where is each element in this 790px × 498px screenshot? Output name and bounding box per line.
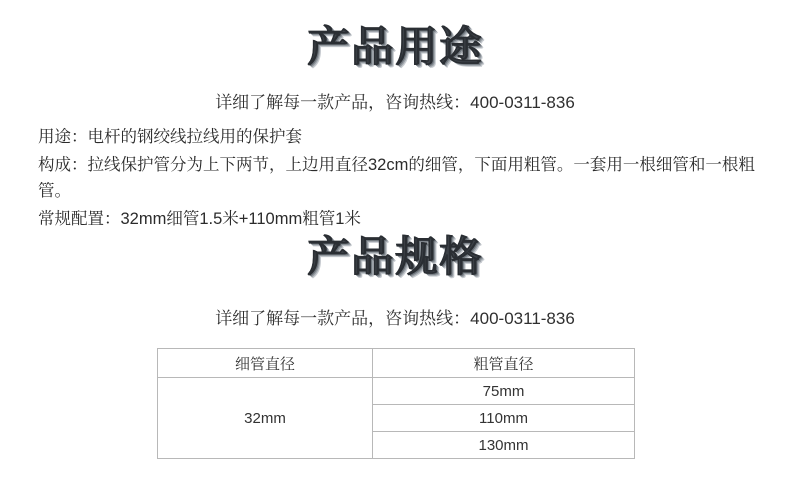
cell-thick-diameter-3: 130mm bbox=[373, 432, 635, 459]
section-title-usage: 产品用途 bbox=[306, 22, 483, 71]
spec-table-container bbox=[157, 348, 635, 459]
usage-line-standard-config: 常规配置：32mm细管1.5米+110mm粗管1米 bbox=[38, 210, 361, 229]
usage-hotline-text: 详细了解每一款产品，咨询热线：400-0311-836 bbox=[215, 93, 575, 112]
table-header-row bbox=[158, 349, 635, 378]
spec-hotline-text: 详细了解每一款产品，咨询热线：400-0311-836 bbox=[215, 309, 575, 328]
header-thin-diameter: 细管直径 bbox=[158, 349, 373, 378]
section-title-spec: 产品规格 bbox=[306, 232, 483, 281]
usage-description bbox=[38, 124, 760, 234]
cell-thick-diameter-2: 110mm bbox=[373, 405, 635, 432]
cell-thick-diameter-1: 75mm bbox=[373, 378, 635, 405]
header-thick-diameter: 粗管直径 bbox=[373, 349, 635, 378]
usage-line-composition: 构成：拉线保护管分为上下两节，上边用直径32cm的细管，下面用粗管。一套用一根细管和一根粗管。 bbox=[38, 155, 755, 201]
spec-table bbox=[157, 348, 635, 459]
usage-line-purpose: 用途：电杆的钢绞线拉线用的保护套 bbox=[38, 128, 302, 146]
cell-thin-diameter-value: 32mm bbox=[158, 378, 373, 459]
table-row bbox=[158, 378, 635, 405]
